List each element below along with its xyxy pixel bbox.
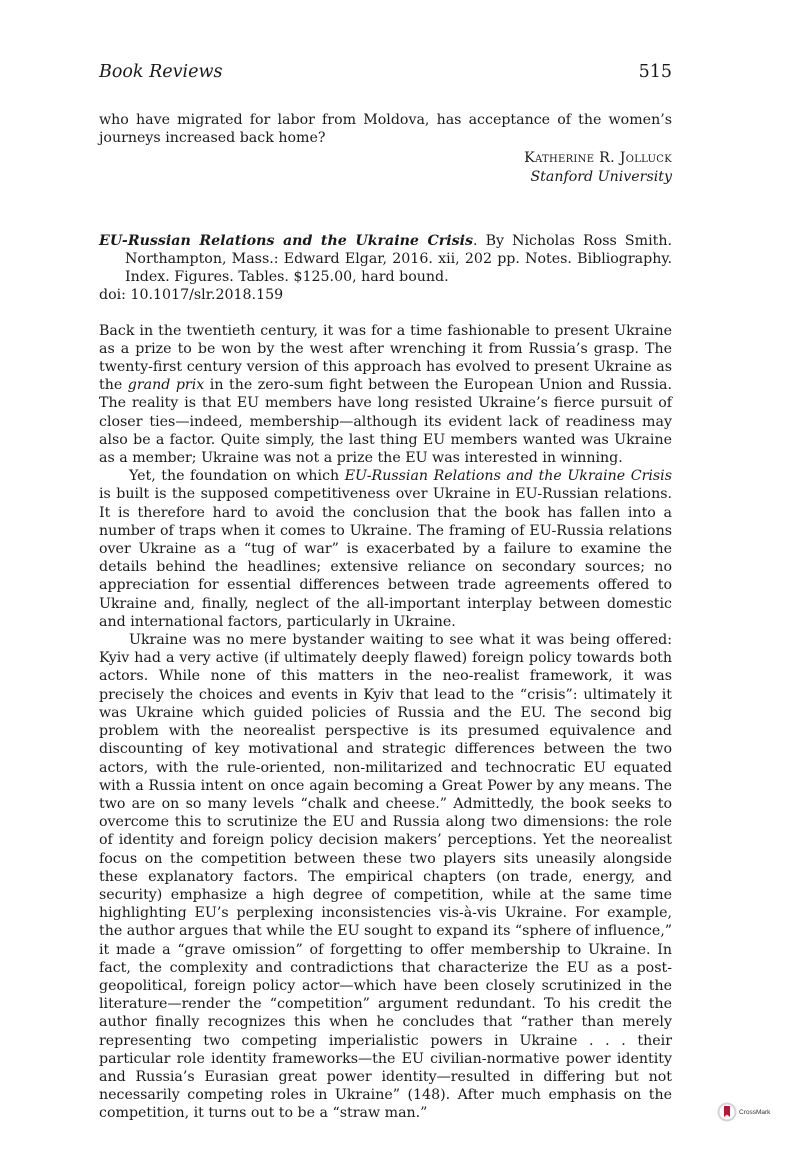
crossmark-icon xyxy=(717,1102,737,1122)
running-header xyxy=(99,62,672,92)
page-number: 515 xyxy=(638,62,672,82)
doi: doi: 10.1017/slr.2018.159 xyxy=(99,287,284,304)
review-p2-text-b: is built is the supposed competitiveness over Ukraine in EU-Russian relations. It is therefore hard to avoid the conclusion that the book has fallen into a number of traps when it comes to Ukraine. The framing of EU-Russia relations over Ukraine as a “tug of war” is exacerbated by a failure to examine the details behind the headlines; extensive reliance on secondary sources; no appreciation for essential differences between trade agreements offered to Ukraine and, finally, neglect of the all-important interplay between domestic and international factors, particularly in Ukraine. xyxy=(99,486,672,630)
book-title: EU-Russian Relations and the Ukraine Crisis xyxy=(99,232,473,249)
review-p2-italic: EU-Russian Relations and the Ukraine Crisis xyxy=(344,468,672,485)
page xyxy=(99,62,672,1123)
review-p1-text-b: in the zero-sum fight between the European Union and Russia. The reality is that EU members have long resisted Ukraine’s fierce pursuit of closer ties—indeed, membership—although its evident lack of readiness may also be a factor. Quite simply, the last thing EU members wanted was Ukraine as a member; Ukraine was not a prize the EU was interested in winning. xyxy=(99,377,672,467)
crossmark-label: CrossMark xyxy=(739,1108,771,1116)
book-citation xyxy=(99,232,672,287)
review-body xyxy=(99,322,672,1123)
review-p2-text-a: Yet, the foundation on which xyxy=(129,468,345,485)
reviewer-name: Katherine R. Jolluck xyxy=(524,150,672,167)
previous-review-ending xyxy=(99,111,672,147)
review-p1-italic: grand prix xyxy=(127,377,205,394)
section-title: Book Reviews xyxy=(99,62,223,82)
review-p1-text-a: Back in the twentieth century, it was for a time fashionable to present Ukraine as a prize to be won by the west after wrenching it from Russia’s grasp. The twenty-first century version of this approach has evolved to present Ukraine as the xyxy=(99,322,672,394)
previous-review-text: who have migrated for labor from Moldova, has acceptance of the women’s journeys increased back home? xyxy=(99,112,672,147)
review-paragraph-3: Ukraine was no mere bystander waiting to see what it was being offered: Kyiv had a very active (if ultimately deeply flawed) foreign policy towards both actors. While none of this matters in the neo-realist framework, it was precisely the choices and events in Kyiv that lead to the “crisis”: ultimately it was Ukraine which guided policies of Russia and the EU. The second big problem with the neorealist perspective is its presumed equivalence and discounting of key motivational and strategic differences between the two actors, with the rule-oriented, non-militarized and technocratic EU equated with a Russia intent on once again becoming a Great Power by any means. The two are on so many levels “chalk and cheese.” Admittedly, the book seeks to overcome this to scrutinize the EU and Russia along two dimensions: the role of identity and foreign policy decision makers’ perceptions. Yet the neorealist focus on the competition between these two players sits uneasily alongside these explanatory factors. The empirical chapters (on trade, energy, and security) emphasize a high degree of competition, while at the same time highlighting EU’s perplexing inconsistencies vis-à-vis Ukraine. For example, the author argues that while the EU sought to expand its “sphere of influence,” it made a “grave omission” of forgetting to offer membership to Ukraine. In fact, the complexity and contradictions that characterize the EU as a post-geopolitical, foreign policy actor—which have been closely scrutinized in the literature—render the “competition” argument redundant. To his credit the author finally recognizes this when he concludes that “rather than merely representing two competing imperialistic powers in Ukraine . . . their particular role identity frameworks—the EU civilian-normative power identity and Russia’s Eurasian great power identity—resulted in differing but not necessarily competing roles in Ukraine” (148). After much emphasis on the competition, it turns out to be a “straw man.” xyxy=(99,632,672,1122)
book-details: . By Nicholas Ross Smith. Northampton, Mass.: Edward Elgar, 2016. xii, 202 pp. Notes. Bibliography. Index. Figures. Tables. $125.00, hard bound. xyxy=(125,232,672,286)
review-paragraph-1 xyxy=(99,322,672,468)
crossmark-badge[interactable] xyxy=(717,1102,770,1122)
review-paragraph-2 xyxy=(99,467,672,631)
reviewer-signature xyxy=(99,149,672,185)
reviewer-institution: Stanford University xyxy=(530,168,672,185)
